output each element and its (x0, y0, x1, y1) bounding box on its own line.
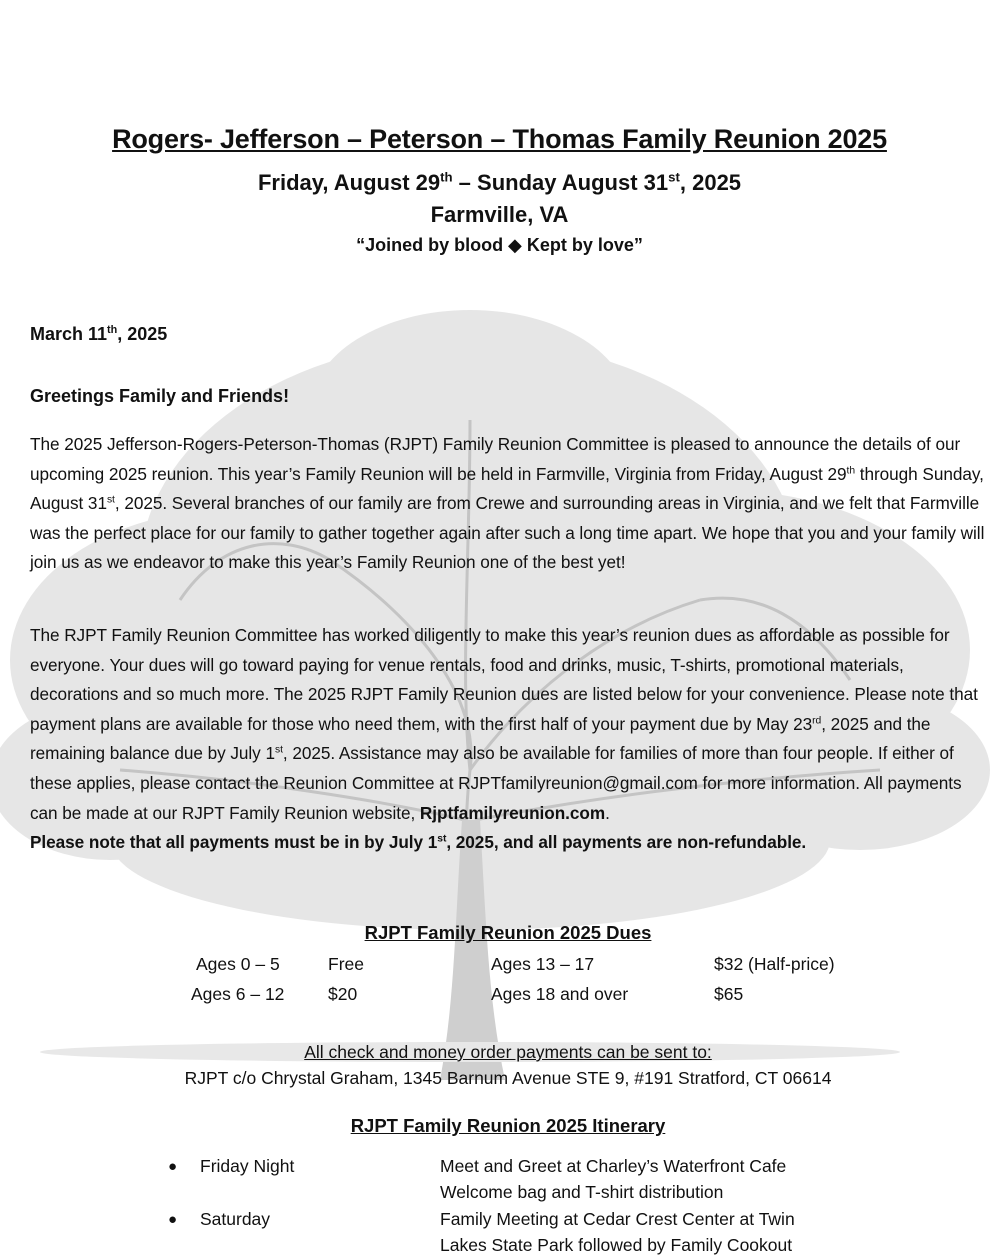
dues-price: $65 (714, 984, 744, 1004)
bullet-icon: ● (168, 1158, 178, 1175)
itinerary-title: RJPT Family Reunion 2025 Itinerary (350, 1115, 666, 1136)
event-dates: Friday, August 29th – Sunday August 31st, 2025 (257, 169, 742, 195)
website-link: Rjptfamilyreunion.com (419, 802, 606, 823)
itinerary-day: Friday Night (200, 1156, 295, 1176)
greeting: Greetings Family and Friends! (30, 386, 290, 406)
dues-age: Ages 18 and over (491, 984, 629, 1004)
event-location: Farmville, VA (430, 202, 569, 227)
dues-title: RJPT Family Reunion 2025 Dues (364, 922, 652, 943)
letter-date: March 11th, 2025 (30, 324, 168, 344)
page-title: Rogers- Jefferson – Peterson – Thomas Family Reunion 2025 (112, 124, 887, 154)
motto: “Joined by blood ◆ Kept by love” (356, 235, 643, 255)
dues-age: Ages 0 – 5 (196, 954, 280, 974)
itinerary-detail: Family Meeting at Cedar Crest Center at Twin (440, 1209, 795, 1229)
mailing-heading: All check and money order payments can be sent to: (304, 1042, 712, 1062)
dues-age: Ages 6 – 12 (191, 984, 285, 1004)
dues-price: $20 (328, 984, 358, 1004)
mailing-address: RJPT c/o Chrystal Graham, 1345 Barnum Avenue STE 9, #191 Stratford, CT 06614 (184, 1068, 832, 1088)
itinerary-day: Saturday (200, 1209, 271, 1229)
dues-age: Ages 13 – 17 (491, 954, 595, 974)
bullet-icon: ● (168, 1211, 178, 1228)
payment-notice: Please note that all payments must be in by July 1st, 2025, and all payments are non-refundable. (30, 832, 807, 853)
itinerary-detail: Meet and Greet at Charley’s Waterfront Cafe (440, 1156, 787, 1176)
dues-paragraph: The RJPT Family Reunion Committee has worked diligently to make this year’s reunion dues as affordable as possible for everyone. Your dues will go toward paying for venue rentals, food and drinks, music, T-shirts, promotional materials, decorations and so much more. The 2025 RJPT Family Reunion dues are listed below for your convenience. Please note that payment plans are available for those who need them, with the first half of your payment due by May 23rd, 2025 and the remaining balance due by July 1st, 2025. Assistance may also be available for families of more than four people. If either of these applies, please contact the Reunion Committee at RJPTfamilyreunion@gmail.com for more information. All payments can be made at our RJPT Family Reunion website, Rjptfamilyreunion.com. Please note that all payments must be in by July 1st, 2025, and all payments are non-refundable. (30, 625, 978, 853)
itinerary-detail: Lakes State Park followed by Family Cookout (440, 1235, 793, 1255)
dues-price: $32 (Half-price) (714, 954, 835, 974)
dues-price: Free (328, 954, 364, 974)
intro-paragraph: The 2025 Jefferson-Rogers-Peterson-Thomas (RJPT) Family Reunion Committee is pleased to announce the details of our upcoming 2025 reunion. This year’s Family Reunion will be held in Farmville, Virginia from Friday, August 29th through Sunday, August 31st, 2025. Several branches of our family are from Crewe and surrounding areas in Virginia, and we felt that Farmville was the perfect place for our family to gather together again after such a long time apart. We hope that you and your family will join us as we endeavor to make this year’s Family Reunion one of the best yet! (30, 434, 985, 573)
itinerary-detail: Welcome bag and T-shirt distribution (440, 1182, 724, 1202)
